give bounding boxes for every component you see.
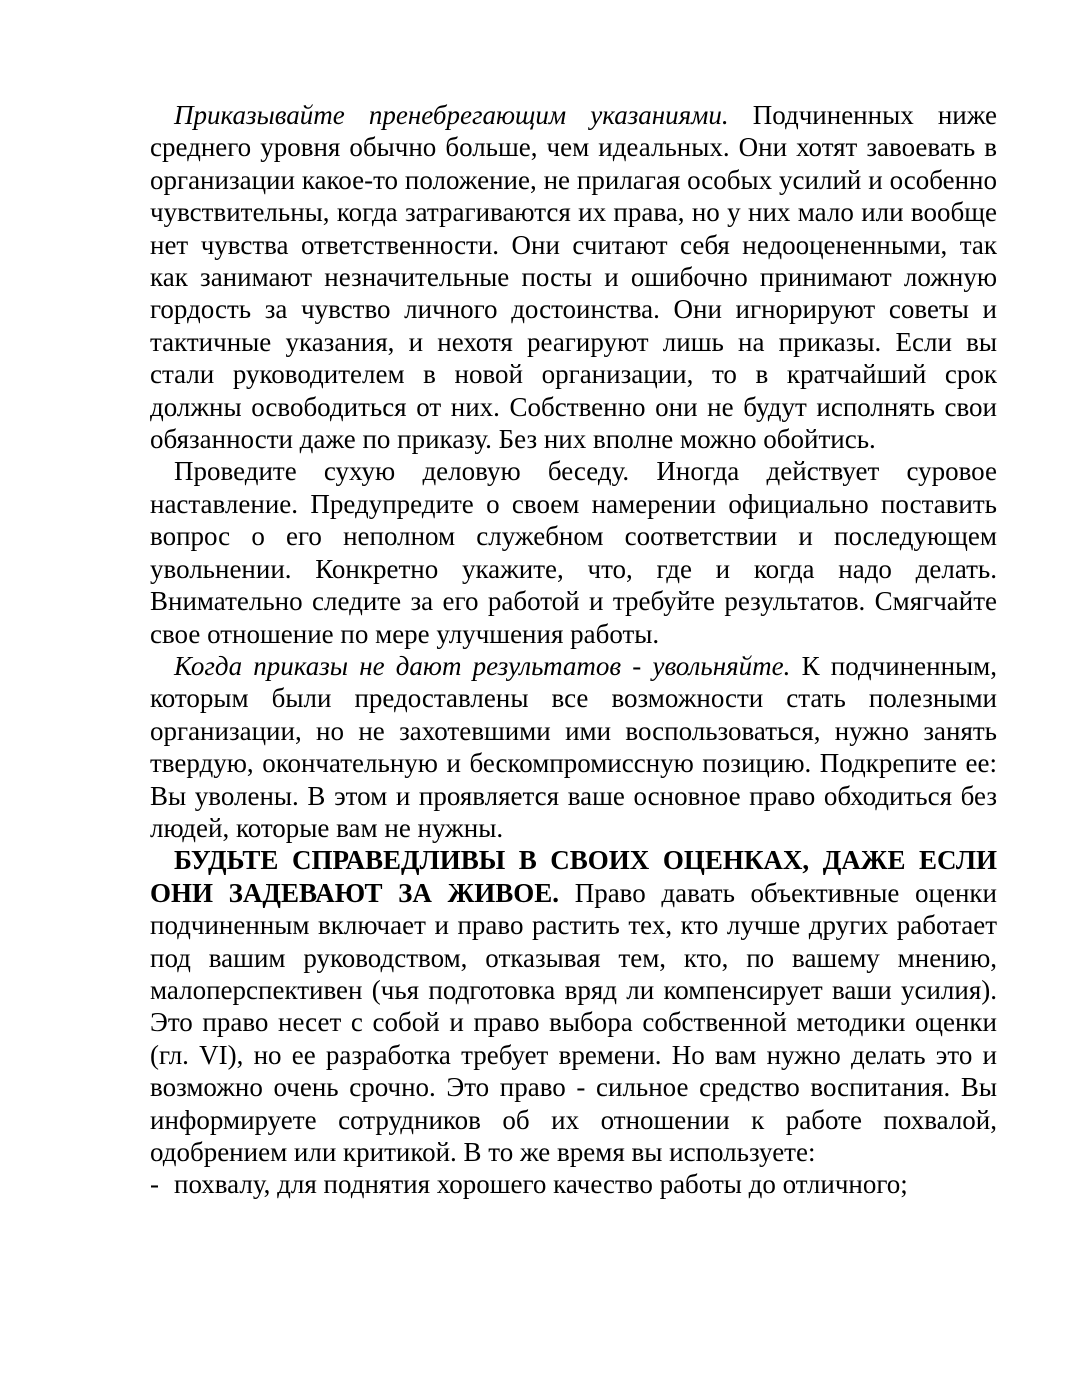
paragraph-fair-assessment [150,844,997,1168]
paragraph-body: Право давать объективные оценки подчиненным включает и право растить тех, кто лучше других работает под вашим руководством, отказывая тем, кто, по вашему мнению, малоперспективен (чья подготовка вряд ли компенсирует ваши усилия). Это право несет с собой и право выбора собственной методики оценки (гл. VI), но ее разработка требует времени. Но вам нужно делать это и возможно очень срочно. Это право - сильное средство воспитания. Вы информируете сотрудников об их отношении к работе похвалой, одобрением или критикой. В то же время вы используете: [150,877,997,1167]
paragraph-business-talk [150,455,997,649]
paragraph-lead-italic: Приказывайте пренебрегающим указаниями. [174,100,729,130]
list-item-text: похвалу, для поднятия хорошего качество работы до отличного; [174,1169,908,1200]
paragraph-orders [150,99,997,455]
paragraph-lead-bold: БУДЬТЕ СПРАВЕДЛИВЫ В СВОИХ ОЦЕНКАХ, ДАЖЕ ЕСЛИ ОНИ ЗАДЕВАЮТ ЗА ЖИВОЕ. [150,845,997,908]
paragraph-dismiss [150,650,997,844]
list-marker: - [150,1169,159,1200]
paragraph-lead-italic: Когда приказы не дают результатов - увольняйте. [174,650,791,681]
list-item [150,1168,997,1200]
paragraph-body: К подчиненным, которым были предоставлены все возможности стать полезными организации, но не захотевшими ими воспользоваться, нужно занять твердую, окончательную и бескомпромиссную позицию. Подкрепите ее: Вы уволены. В этом и проявляется ваше основное право обходиться без людей, которые вам не нужны. [150,650,997,843]
paragraph-body: Подчиненных ниже среднего уровня обычно больше, чем идеальных. Они хотят завоевать в организации какое-то положение, не прилагая особых усилий и особенно чувствительны, когда затрагиваются их права, но у них мало или вообще нет чувства ответственности. Они считают себя недооцененными, так как занимают незначительные посты и ошибочно принимают ложную гордость за чувство личного достоинства. Они игнорируют советы и тактичные указания, и нехотя реагируют лишь на приказы. Если вы стали руководителем в новой организации, то в кратчайший срок должны освободиться от них. Собственно они не будут исполнять свои обязанности даже по приказу. Без них вполне можно обойтись. [150,100,997,455]
document-page [150,99,997,1201]
paragraph-body: Проведите сухую деловую беседу. Иногда действует суровое наставление. Предупредите о своем намерении официально поставить вопрос о его неполном служебном соответствии и последующем увольнении. Конкретно укажите, что, где и когда надо делать. Внимательно следите за его работой и требуйте результатов. Смягчайте свое отношение по мере улучшения работы. [150,456,997,649]
